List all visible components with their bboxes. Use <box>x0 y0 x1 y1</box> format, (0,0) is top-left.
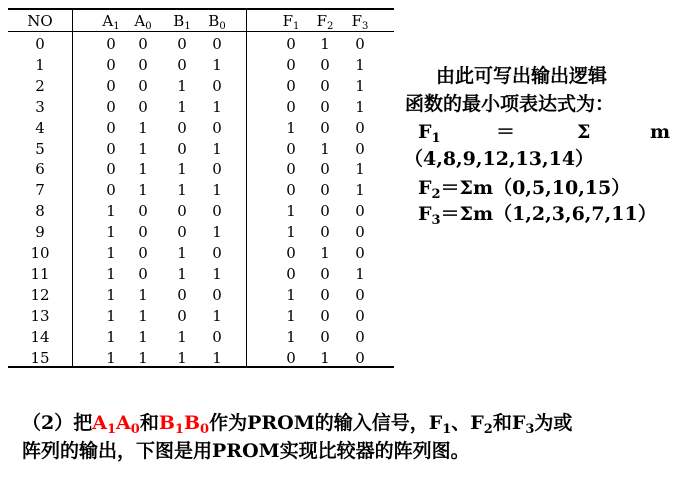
output-cell: 0 <box>355 244 365 262</box>
input-cell: 1 <box>106 306 116 325</box>
input-cell: 1 <box>212 97 222 116</box>
input-cell: 0 <box>138 264 148 283</box>
output-cell: 0 <box>286 76 296 95</box>
input-cell: 1 <box>106 223 116 242</box>
input-cell: 1 <box>212 181 222 200</box>
input-cell: 1 <box>177 348 187 367</box>
input-cell: 0 <box>106 181 116 200</box>
output-cell: 0 <box>355 285 365 304</box>
f1-terms: （4,8,9,12,13,14） <box>404 148 595 170</box>
input-cell: 0 <box>177 223 187 242</box>
caption-line-1: （2）把$A_1A_0$和$B_1B_0$作为PROM的输入信号，$F_1$、$F_2$和$F_3$为或 <box>22 412 573 437</box>
truth-table <box>0 0 396 370</box>
output-cell: 0 <box>320 97 330 116</box>
row-number: 13 <box>30 306 50 325</box>
input-cell: 0 <box>106 139 116 158</box>
output-cell: 0 <box>320 285 330 304</box>
output-cell: 0 <box>320 160 330 179</box>
input-cell: 0 <box>106 160 116 179</box>
f3-expression: $F_3=\Sigma m(1,2,3,6,7,11)$ <box>418 203 657 228</box>
output-cell: 0 <box>286 97 296 116</box>
input-cell: 0 <box>212 160 222 179</box>
input-cell: 0 <box>138 76 148 95</box>
header-input-a1: $A_1$ <box>102 12 120 32</box>
input-cell: 1 <box>212 306 222 325</box>
output-cell: 1 <box>355 264 365 283</box>
input-cell: 1 <box>212 348 222 367</box>
header-input-b1: $B_1$ <box>173 12 191 32</box>
output-cell: 0 <box>355 202 365 221</box>
output-cell: 0 <box>320 202 330 221</box>
input-cell: 0 <box>212 202 222 221</box>
row-number: 5 <box>35 139 45 158</box>
input-cell: 0 <box>177 306 187 325</box>
output-cell: 1 <box>355 160 365 179</box>
caption-line-2: 阵列的输出，下图是用PROM实现比较器的阵列图。 <box>22 440 470 462</box>
output-cell: 0 <box>286 35 296 53</box>
input-cell: 1 <box>177 264 187 283</box>
input-cell: 0 <box>212 35 222 53</box>
output-cell: 0 <box>286 139 296 158</box>
input-cell: 0 <box>212 244 222 262</box>
output-cell: 0 <box>286 55 296 74</box>
header-input-a0: $A_0$ <box>134 12 152 32</box>
row-number: 7 <box>35 181 45 200</box>
output-cell: 1 <box>355 181 365 200</box>
output-cell: 0 <box>286 244 296 262</box>
input-cell: 1 <box>212 223 222 242</box>
output-cell: 0 <box>320 181 330 200</box>
input-cell: 0 <box>106 97 116 116</box>
output-cell: 0 <box>286 181 296 200</box>
input-cell: 0 <box>138 97 148 116</box>
f1-m: m <box>650 121 671 143</box>
input-cell: 0 <box>106 35 116 53</box>
table-header-rule <box>8 31 394 32</box>
f1-equals: ＝ <box>496 121 516 143</box>
input-cell: 1 <box>106 202 116 221</box>
input-cell: 0 <box>177 118 187 137</box>
output-cell: 0 <box>320 118 330 137</box>
input-cell: 0 <box>212 327 222 346</box>
input-cell: 0 <box>138 244 148 262</box>
row-number: 8 <box>35 202 45 221</box>
output-cell: 1 <box>286 118 296 137</box>
output-cell: 0 <box>320 327 330 346</box>
input-cell: 0 <box>177 202 187 221</box>
output-cell: 0 <box>320 223 330 242</box>
input-cell: 1 <box>138 348 148 367</box>
input-cell: 1 <box>138 285 148 304</box>
input-signals-a: $A_1A_0$ <box>92 412 140 437</box>
input-cell: 1 <box>177 244 187 262</box>
header-output-f3: $F_3$ <box>351 12 369 32</box>
output-cell: 1 <box>286 306 296 325</box>
input-cell: 1 <box>138 181 148 200</box>
table-col-divider-2 <box>246 8 247 368</box>
input-cell: 0 <box>138 223 148 242</box>
table-top-rule <box>8 8 394 10</box>
input-cell: 1 <box>138 139 148 158</box>
header-output-f2: $F_2$ <box>316 12 334 32</box>
output-cell: 0 <box>355 306 365 325</box>
row-number: 0 <box>35 35 45 53</box>
output-cell: 0 <box>286 160 296 179</box>
input-cell: 0 <box>106 76 116 95</box>
output-cell: 0 <box>355 223 365 242</box>
output-cell: 0 <box>355 348 365 367</box>
row-number: 14 <box>30 327 50 346</box>
input-cell: 1 <box>138 327 148 346</box>
output-cell: 1 <box>355 55 365 74</box>
input-cell: 0 <box>106 55 116 74</box>
input-cell: 0 <box>212 285 222 304</box>
input-cell: 1 <box>138 160 148 179</box>
input-cell: 1 <box>212 139 222 158</box>
output-cell: 1 <box>286 223 296 242</box>
input-cell: 1 <box>138 118 148 137</box>
input-cell: 0 <box>138 35 148 53</box>
row-number: 4 <box>35 118 45 137</box>
row-number: 11 <box>30 264 50 283</box>
input-cell: 1 <box>106 244 116 262</box>
input-cell: 0 <box>177 285 187 304</box>
input-cell: 0 <box>177 35 187 53</box>
output-cell: 0 <box>286 264 296 283</box>
explanation-line-1: 由此可写出输出逻辑 <box>436 65 608 87</box>
output-cell: 1 <box>320 35 330 53</box>
output-cell: 1 <box>355 76 365 95</box>
output-cell: 0 <box>355 118 365 137</box>
output-cell: 0 <box>355 35 365 53</box>
explanation-line-2: 函数的最小项表达式为： <box>405 93 615 115</box>
row-number: 6 <box>35 160 45 179</box>
input-cell: 0 <box>138 55 148 74</box>
header-no: NO <box>27 12 53 30</box>
input-cell: 0 <box>106 118 116 137</box>
input-cell: 0 <box>177 55 187 74</box>
row-number: 2 <box>35 76 45 95</box>
row-number: 9 <box>35 223 45 242</box>
input-cell: 1 <box>106 348 116 367</box>
header-output-f1: $F_1$ <box>282 12 300 32</box>
output-cell: 1 <box>355 97 365 116</box>
input-signals-b: $B_1B_0$ <box>158 412 210 437</box>
output-cell: 0 <box>320 55 330 74</box>
input-cell: 1 <box>177 160 187 179</box>
row-number: 10 <box>30 244 50 262</box>
f1-sigma: Σ <box>577 121 591 143</box>
output-cell: 0 <box>320 264 330 283</box>
f1-expression: $F_1$ <box>418 121 441 146</box>
table-col-divider-1 <box>72 8 73 368</box>
output-cell: 0 <box>320 306 330 325</box>
output-cell: 1 <box>320 244 330 262</box>
input-cell: 0 <box>212 76 222 95</box>
input-cell: 1 <box>212 264 222 283</box>
input-cell: 1 <box>177 97 187 116</box>
input-cell: 1 <box>106 264 116 283</box>
row-number: 1 <box>35 55 45 74</box>
output-cell: 1 <box>320 139 330 158</box>
row-number: 15 <box>30 348 50 367</box>
row-number: 12 <box>30 285 50 304</box>
output-cell: 0 <box>355 139 365 158</box>
input-cell: 1 <box>106 327 116 346</box>
output-cell: 1 <box>286 327 296 346</box>
input-cell: 0 <box>177 139 187 158</box>
output-cell: 1 <box>320 348 330 367</box>
input-cell: 1 <box>212 55 222 74</box>
row-number: 3 <box>35 97 45 116</box>
input-cell: 1 <box>177 181 187 200</box>
input-cell: 1 <box>177 327 187 346</box>
output-cell: 0 <box>286 348 296 367</box>
input-cell: 1 <box>106 285 116 304</box>
input-cell: 0 <box>212 118 222 137</box>
input-cell: 1 <box>138 306 148 325</box>
input-cell: 1 <box>177 76 187 95</box>
f2-expression: $F_2=\Sigma m(0,5,10,15)$ <box>418 177 631 202</box>
output-cell: 1 <box>286 202 296 221</box>
input-cell: 0 <box>138 202 148 221</box>
output-cell: 1 <box>286 285 296 304</box>
output-cell: 0 <box>320 76 330 95</box>
output-cell: 0 <box>355 327 365 346</box>
header-input-b0: $B_0$ <box>208 12 226 32</box>
